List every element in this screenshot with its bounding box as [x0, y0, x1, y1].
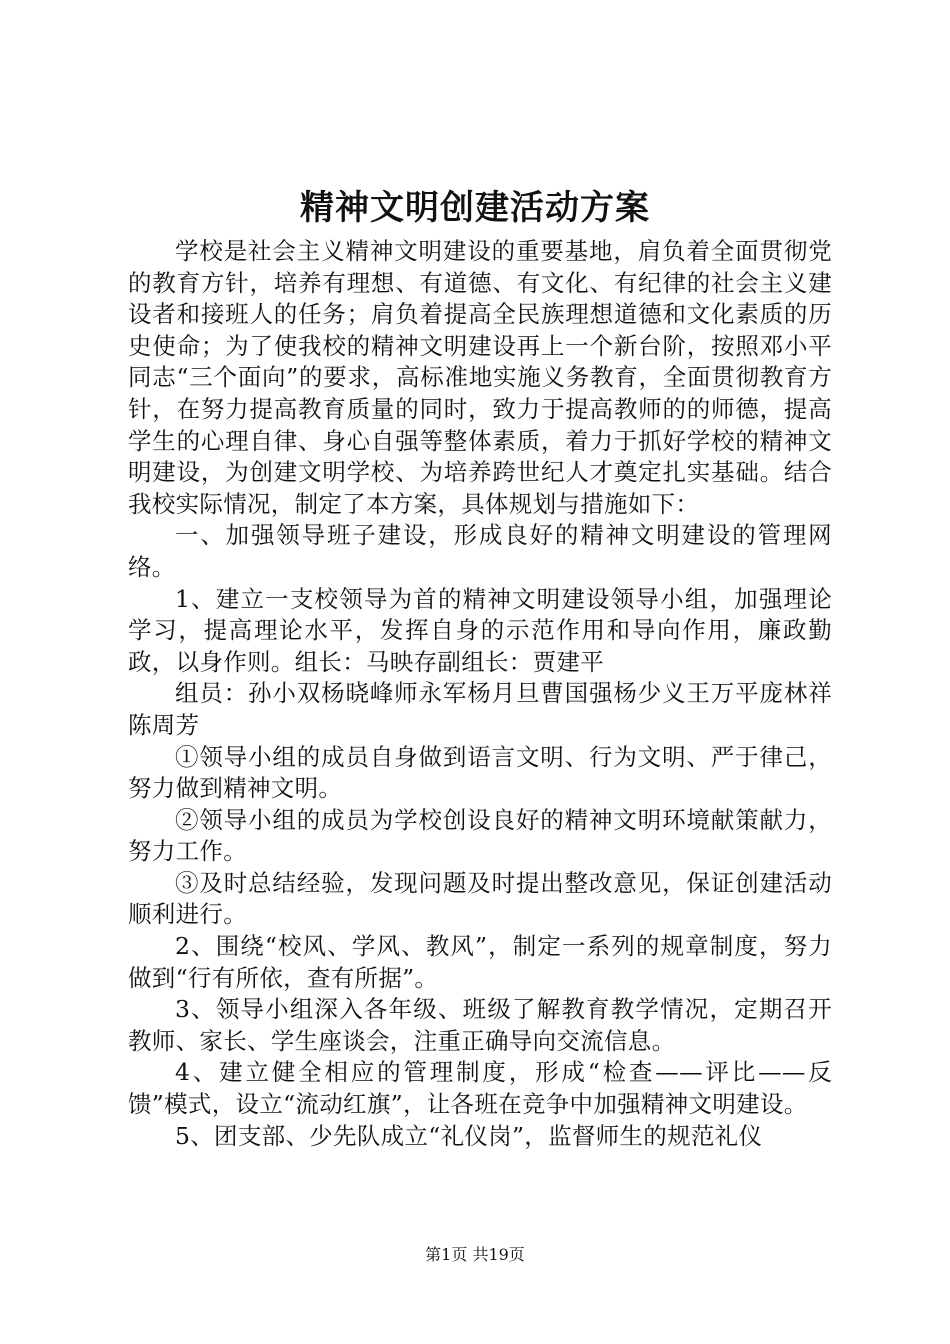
paragraph-subitem-3: ③及时总结经验，发现问题及时提出整改意见，保证创建活动顺利进行。	[128, 868, 832, 929]
paragraph-subitem-1: ①领导小组的成员自身做到语言文明、行为文明、严于律己，努力做到精神文明。	[128, 742, 832, 803]
page-number-footer: 第1页 共19页	[425, 1245, 525, 1264]
paragraph-members: 组员：孙小双杨晓峰师永军杨月旦曹国强杨少义王万平庞林祥陈周芳	[128, 679, 832, 739]
paragraph-section-1-heading: 一、加强领导班子建设，形成良好的精神文明建设的管理网络。	[128, 521, 832, 581]
paragraph-item-1: 1、建立一支校领导为首的精神文明建设领导小组，加强理论学习，提高理论水平，发挥自身的示范作用和导向作用，廉政勤政，以身作则。组长：马映存副组长：贾建平	[128, 584, 832, 676]
paragraph-item-3: 3、领导小组深入各年级、班级了解教育教学情况，定期召开教师、家长、学生座谈会，注重正确导向交流信息。	[128, 995, 832, 1055]
paragraph-intro: 学校是社会主义精神文明建设的重要基地，肩负着全面贯彻党的教育方针，培养有理想、有道德、有文化、有纪律的社会主义建设者和接班人的任务；肩负着提高全民族理想道德和文化素质的历史使命；为了使我校的精神文明建设再上一个新台阶，按照邓小平同志“三个面向”的要求，高标准地实施义务教育，全面贯彻教育方针，在努力提高教育质量的同时，致力于提高教师的的师德，提高学生的心理自律、身心自强等整体素质，着力于抓好学校的精神文明建设，为创建文明学校、为培养跨世纪人才奠定扎实基础。结合我校实际情况，制定了本方案，具体规划与措施如下：	[128, 237, 832, 518]
paragraph-item-4: 4、建立健全相应的管理制度，形成“检查——评比——反馈”模式，设立“流动红旗”，让各班在竞争中加强精神文明建设。	[128, 1058, 832, 1119]
document-body	[128, 236, 832, 1152]
paragraph-item-5: 5、团支部、少先队成立“礼仪岗”，监督师生的规范礼仪	[175, 1121, 763, 1150]
paragraph-subitem-2: ②领导小组的成员为学校创设良好的精神文明环境献策献力，努力工作。	[128, 805, 832, 866]
document-title: 精神文明创建活动方案	[300, 188, 650, 228]
paragraph-item-2: 2、围绕“校风、学风、教风”，制定一系列的规章制度，努力做到“行有所依，查有所据”。	[128, 932, 832, 992]
